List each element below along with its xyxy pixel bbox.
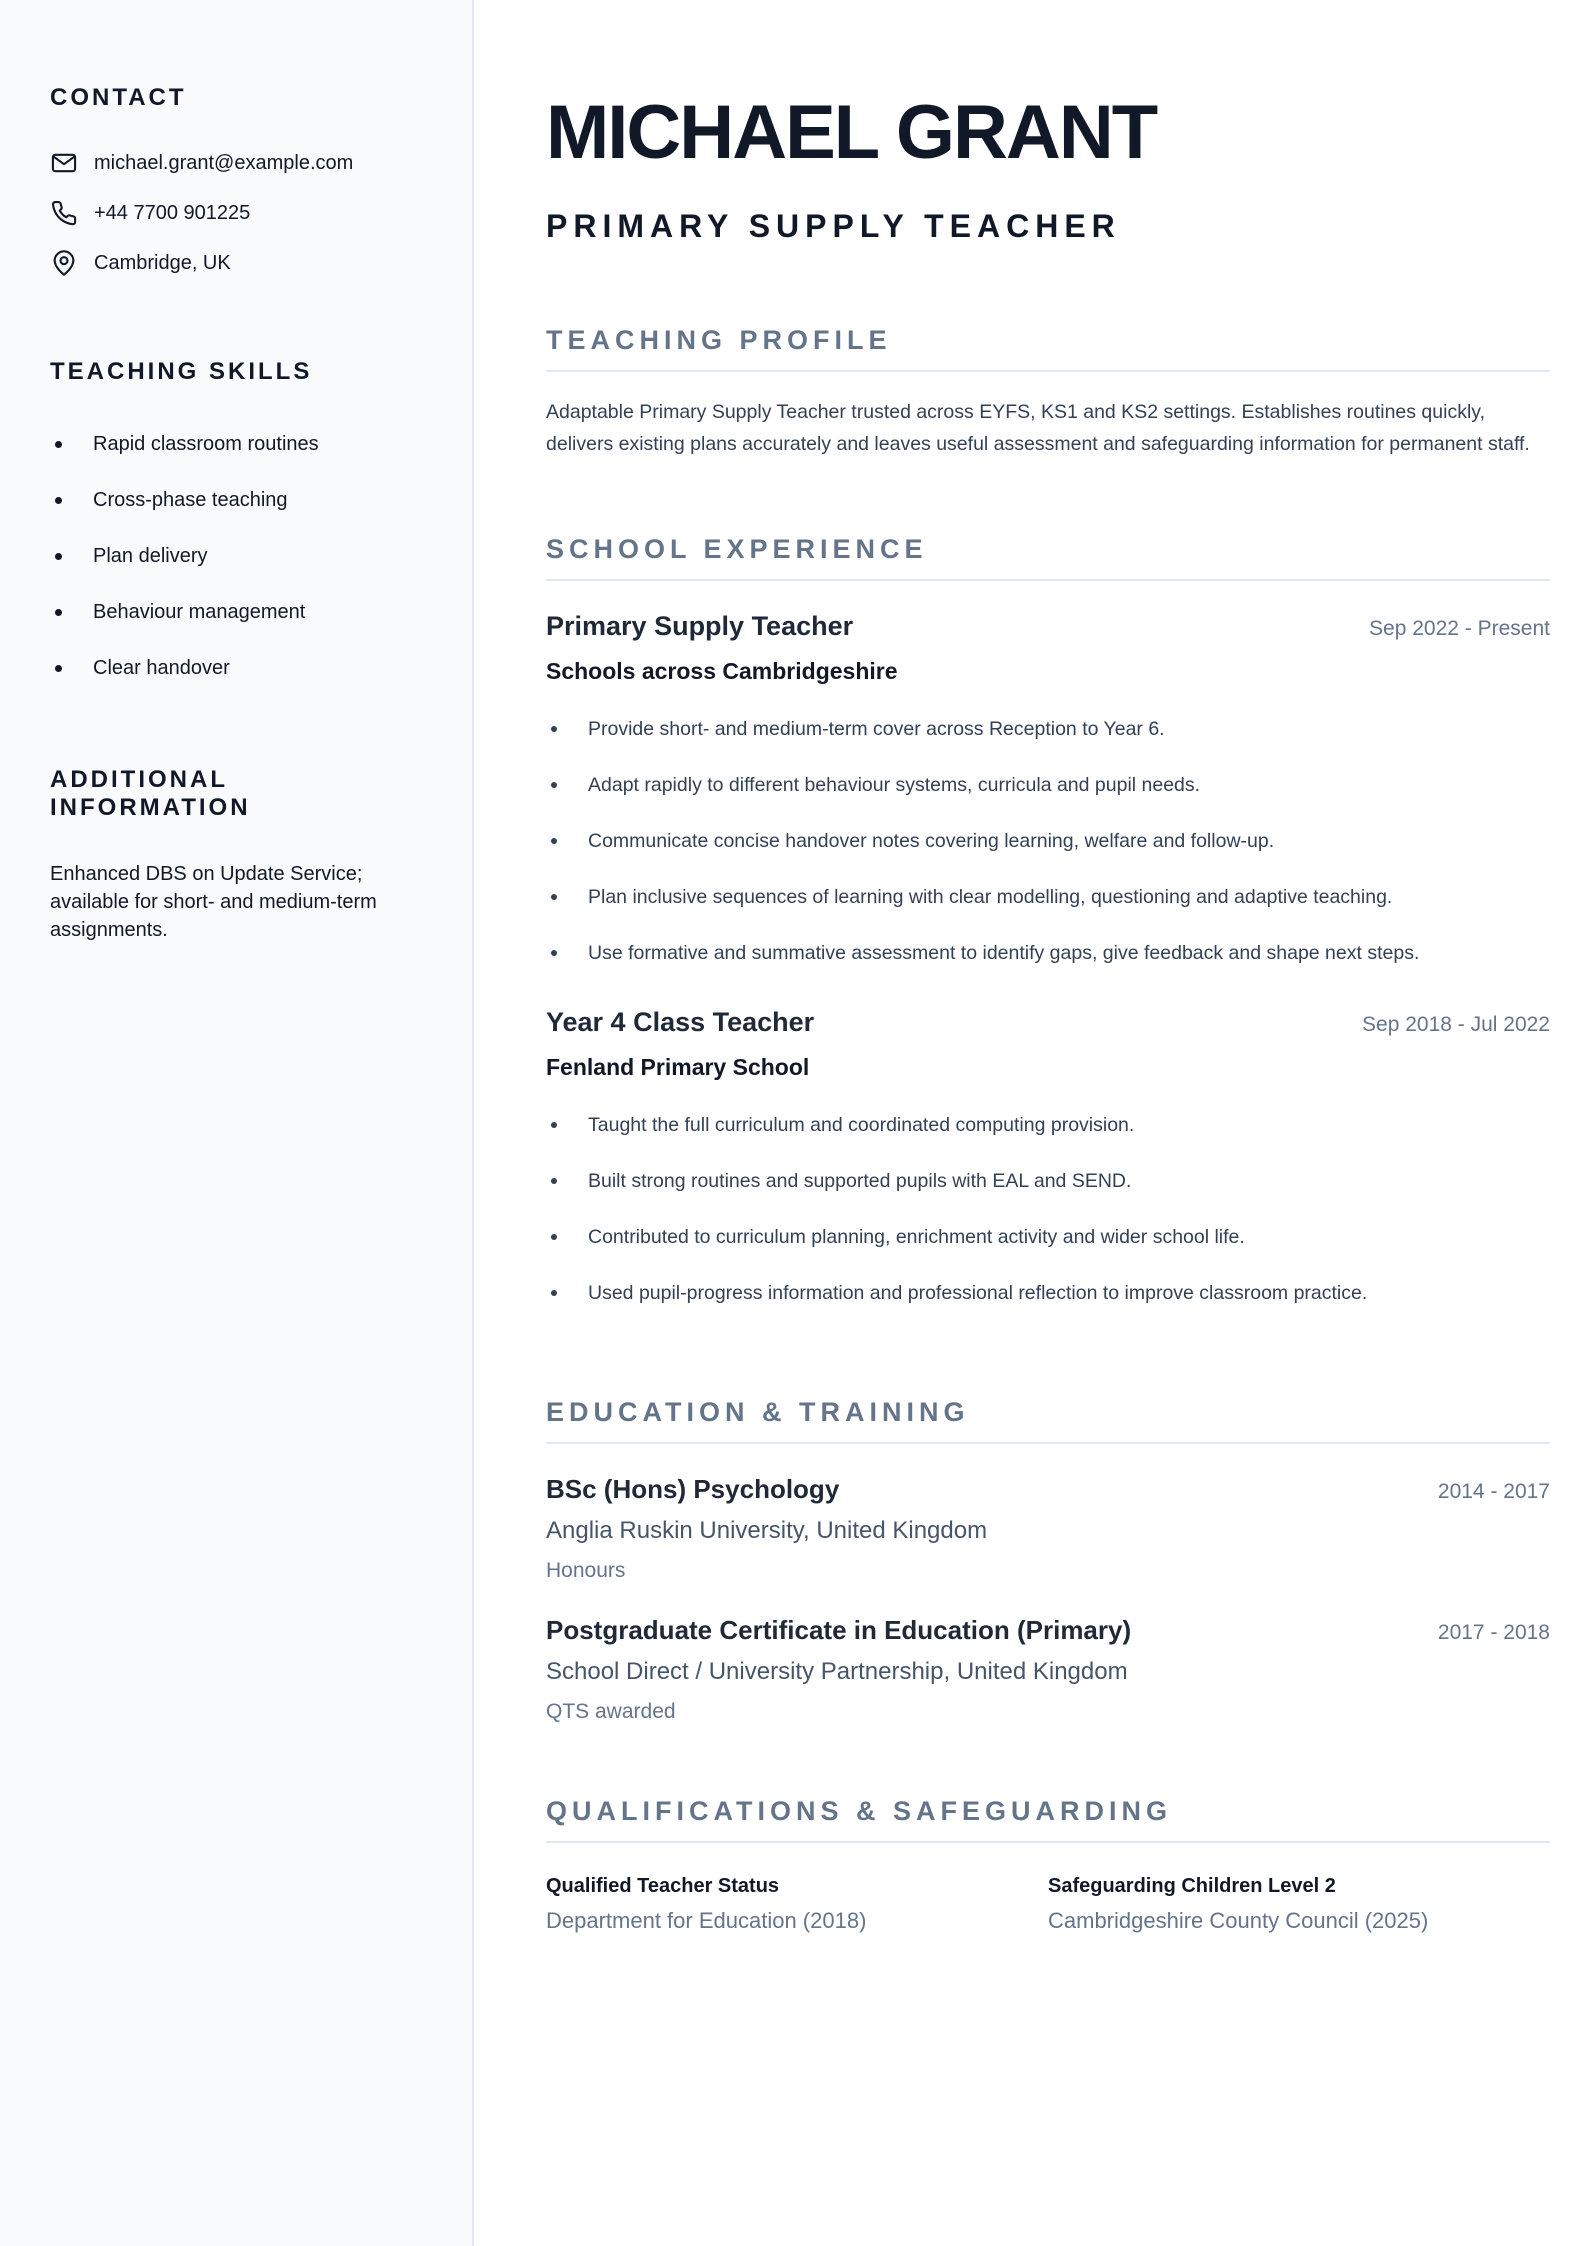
job-dates: Sep 2018 - Jul 2022 <box>1362 1013 1550 1036</box>
job-bullet-text: Communicate concise handover notes covering learning, welfare and follow-up. <box>588 829 1275 852</box>
profile-section <box>546 325 1550 460</box>
qualification-item <box>546 1875 1048 1934</box>
bullet-dot <box>551 1234 557 1240</box>
bullet-dot <box>551 1290 557 1296</box>
contact-location-text: Cambridge, UK <box>94 251 231 274</box>
education-header <box>546 1615 1550 1646</box>
qualification-org: Cambridgeshire County Council (2025) <box>1048 1908 1429 1933</box>
job-entry <box>546 611 1550 981</box>
job-bullets <box>546 1097 1550 1321</box>
experience-section <box>546 534 1550 1321</box>
job-header <box>546 1007 1550 1038</box>
education-note: Honours <box>546 1559 626 1582</box>
candidate-name: MICHAEL GRANT <box>546 90 1157 175</box>
profile-text: Adaptable Primary Supply Teacher trusted across EYFS, KS1 and KS2 settings. Establishes routines quickly, delivers existing plans accurately and leaves useful assessment and safeguarding information for permanent staff. <box>546 401 1530 455</box>
education-institution: Anglia Ruskin University, United Kingdom <box>546 1517 988 1544</box>
education-note: QTS awarded <box>546 1700 676 1723</box>
skills-list <box>50 416 422 696</box>
skill-item <box>50 584 422 640</box>
bullet-dot <box>55 665 62 672</box>
job-employer: Schools across Cambridgeshire <box>546 658 898 684</box>
job-entry <box>546 1007 1550 1321</box>
skill-item <box>50 416 422 472</box>
additional-info-heading: ADDITIONAL INFORMATION <box>50 766 251 821</box>
qualification-name: Qualified Teacher Status <box>546 1875 780 1897</box>
job-bullet-text: Plan inclusive sequences of learning with clear modelling, questioning and adaptive teaching. <box>588 885 1393 908</box>
education-dates: 2014 - 2017 <box>1437 1480 1550 1503</box>
phone-icon <box>50 199 78 227</box>
job-bullet-text: Use formative and summative assessment to identify gaps, give feedback and shape next steps. <box>588 941 1420 964</box>
contact-location <box>50 238 422 288</box>
qualification-item <box>1048 1875 1550 1934</box>
skill-label: Plan delivery <box>93 544 208 567</box>
job-header <box>546 611 1550 642</box>
bullet-dot <box>55 609 62 616</box>
contact-heading: CONTACT <box>50 84 187 111</box>
skill-label: Cross-phase teaching <box>93 488 288 511</box>
education-section <box>546 1397 1550 1724</box>
qualification-name: Safeguarding Children Level 2 <box>1048 1875 1336 1897</box>
job-bullets <box>546 701 1550 981</box>
contact-email[interactable] <box>50 138 422 188</box>
bullet-dot <box>55 497 62 504</box>
bullet-dot <box>551 1178 557 1184</box>
job-bullet-text: Provide short- and medium-term cover across Reception to Year 6. <box>588 717 1165 740</box>
skill-label: Clear handover <box>93 656 230 679</box>
job-bullet-text: Used pupil-progress information and professional reflection to improve classroom practice. <box>588 1281 1368 1304</box>
job-bullet <box>546 757 1550 813</box>
job-bullet <box>546 701 1550 757</box>
job-bullet-text: Adapt rapidly to different behaviour systems, curricula and pupil needs. <box>588 773 1201 796</box>
skill-label: Rapid classroom routines <box>93 432 319 455</box>
job-role: Primary Supply Teacher <box>546 611 854 641</box>
qualification-org: Department for Education (2018) <box>546 1908 867 1933</box>
education-entry <box>546 1474 1550 1583</box>
education-degree: BSc (Hons) Psychology <box>546 1474 840 1504</box>
contact-email-text: michael.grant@example.com <box>94 151 354 174</box>
job-dates: Sep 2022 - Present <box>1369 617 1550 640</box>
job-bullet-text: Built strong routines and supported pupils with EAL and SEND. <box>588 1169 1132 1192</box>
education-header <box>546 1474 1550 1505</box>
skills-heading: TEACHING SKILLS <box>50 358 313 385</box>
bullet-dot <box>551 838 557 844</box>
contact-phone-text: +44 7700 901225 <box>94 201 251 224</box>
bullet-dot <box>551 894 557 900</box>
profile-heading: TEACHING PROFILE <box>546 325 1550 372</box>
additional-info-text: Enhanced DBS on Update Service; available for short- and medium-term assignments. <box>50 863 377 941</box>
contact-list <box>50 138 422 288</box>
main-content <box>474 0 1588 2246</box>
qualifications-section <box>546 1796 1550 1934</box>
bullet-dot <box>551 950 557 956</box>
qualifications-heading: QUALIFICATIONS & SAFEGUARDING <box>546 1796 1550 1843</box>
job-bullet-text: Contributed to curriculum planning, enrichment activity and wider school life. <box>588 1225 1245 1248</box>
qualifications-grid <box>546 1875 1550 1934</box>
job-bullet <box>546 925 1550 981</box>
sidebar <box>0 0 474 2246</box>
job-bullet <box>546 1097 1550 1153</box>
mail-icon <box>50 149 78 177</box>
education-entry <box>546 1615 1550 1724</box>
education-institution: School Direct / University Partnership, United Kingdom <box>546 1658 1128 1685</box>
contact-phone[interactable] <box>50 188 422 238</box>
job-bullet <box>546 1265 1550 1321</box>
bullet-dot <box>551 1122 557 1128</box>
skill-item <box>50 640 422 696</box>
job-bullet <box>546 1209 1550 1265</box>
skill-item <box>50 528 422 584</box>
map-pin-icon <box>50 249 78 277</box>
job-employer: Fenland Primary School <box>546 1054 810 1080</box>
job-bullet-text: Taught the full curriculum and coordinated computing provision. <box>588 1113 1135 1136</box>
skill-label: Behaviour management <box>93 600 306 623</box>
candidate-title: PRIMARY SUPPLY TEACHER <box>546 208 1121 244</box>
skill-item <box>50 472 422 528</box>
job-bullet <box>546 1153 1550 1209</box>
education-heading: EDUCATION & TRAINING <box>546 1397 1550 1444</box>
education-dates: 2017 - 2018 <box>1437 1621 1550 1644</box>
bullet-dot <box>551 782 557 788</box>
bullet-dot <box>551 726 557 732</box>
experience-heading: SCHOOL EXPERIENCE <box>546 534 1550 581</box>
job-bullet <box>546 813 1550 869</box>
education-degree: Postgraduate Certificate in Education (Primary) <box>546 1615 1132 1645</box>
job-bullet <box>546 869 1550 925</box>
bullet-dot <box>55 553 62 560</box>
job-role: Year 4 Class Teacher <box>546 1007 815 1037</box>
bullet-dot <box>55 441 62 448</box>
